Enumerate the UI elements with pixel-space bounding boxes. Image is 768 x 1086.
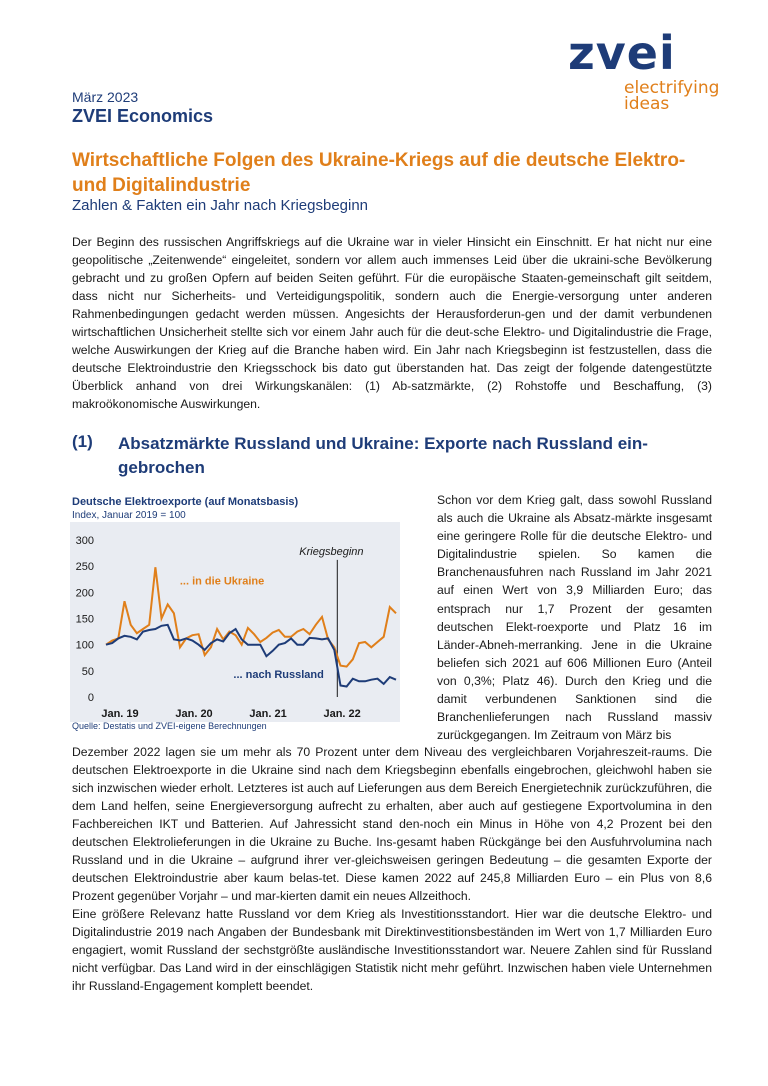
- y-tick-label: 50: [81, 665, 94, 678]
- chart-subtitle: Index, Januar 2019 = 100: [72, 510, 186, 521]
- body-text: [72, 743, 712, 995]
- body-paragraph-1: Dezember 2022 lagen sie um mehr als 70 Prozent unter dem Niveau des vergleichbaren Vorjahreszeit-raums. Die deutschen Elektroexporte in die Ukraine sind nach dem Kriegsbeginn ebenfalls eingebrochen, gleichwohl haben sie sich inzwischen wieder erholt. Letzteres ist auch auf Lieferungen aus dem Bereich Energietechnik zurückzuführen, die dem Land helfen, seine Energieversorgung aufrecht zu erhalten, aber auch auf gestiegene Exportvolumina in den Fachbereichen IKT und Batterien. Auf Jahressicht stand den-noch ein Minus in Höhe von 4,2 Prozent bei den deutschen Elektrolieferungen in die Ukraine zu Buche. Ins-gesamt haben Rückgänge bei den Ausfuhrvolumina nach Russland und in die Ukraine – aufgrund ihrer ver-gleichsweisen geringen Bedeutung – die gesamten Exporte der deutschen Elektroindustrie aber kaum belas-tet. Diese kamen 2022 auf 245,8 Milliarden Euro – ein Plus von 8,6 Prozent gegenüber Vorjahr – und mar-kierten damit ein neues Allzeithoch.: [72, 745, 712, 903]
- series-label-russia: ... nach Russland: [233, 669, 324, 682]
- intro-paragraph: Der Beginn des russischen Angriffskriegs auf die Ukraine war in vieler Hinsicht ein Einschnitt. Er hat nicht nur eine geopolitische „Zeitenwende“ eingeleitet, sondern vor allem auch immenses Leid über die ukraini-sche Bevölkerung gebracht und zu großen Opfern auf beiden Seiten geführt. Für die europäische Staaten-gemeinschaft gilt seitdem, dass nicht nur Sicherheits- und Verteidigungspolitik, sondern auch die Energie-versorgung unter anderen Rahmenbedingungen gedacht werden müssen. Angesichts der Herausforderun-gen und der damit verbundenen wirtschaftlichen Unsicherheit stellte sich vor einem Jahr auch für die deut-sche Elektro- und Digitalindustrie die Frage, welche Auswirkungen der Krieg auf die Branche haben wird. Ein Jahr nach Kriegsbeginn ist festzustellen, dass die deutsche Elektroindustrie den Kriegsschock bis dato gut überstanden hat. Das zeigt der folgende datengestützte Überblick anhand von drei Wirkungskanälen: (1) Ab-satzmärkte, (2) Rohstoffe und Beschaffung, (3) makroökonomische Auswirkungen.: [72, 235, 712, 411]
- y-tick-label: 100: [75, 639, 94, 652]
- exports-line-chart: [70, 522, 400, 722]
- section-title: Absatzmärkte Russland und Ukraine: Exporte nach Russland ein-gebrochen: [118, 434, 648, 477]
- logo-tagline-2: ideas: [624, 94, 670, 114]
- y-tick-label: 0: [87, 692, 94, 704]
- x-tick-label: Jan. 22: [323, 708, 361, 720]
- zvei-logo: [566, 26, 726, 114]
- x-tick-label: Jan. 21: [249, 708, 287, 720]
- body-paragraph-2: Eine größere Relevanz hatte Russland vor dem Krieg als Investitionsstandort. Hier war die deutsche Elektro- und Digitalindustrie 2019 nach Angaben der Bundesbank mit Direktinvestitionsbeständen im Wert von 1,7 Milliarden Euro engagiert, womit Russland der sechstgrößte ausländische Investitionsstandort war. Neuere Zahlen sind für Russland nicht verfügbar. Das Land wird in der einschlägigen Statistik nicht mehr geführt. Inzwischen haben viele Unternehmen ihr Russland-Engagement komplett beendet.: [72, 907, 712, 993]
- y-tick-label: 200: [75, 587, 94, 600]
- chart-source: Quelle: Destatis und ZVEI-eigene Berechnungen: [72, 721, 267, 731]
- logo-wordmark: zvei: [568, 26, 676, 80]
- publication-date: März 2023: [72, 89, 139, 105]
- y-tick-label: 300: [75, 535, 94, 547]
- document-subtitle: Zahlen & Fakten ein Jahr nach Kriegsbeginn: [72, 197, 369, 214]
- section-number: (1): [72, 432, 93, 451]
- war-start-label: Kriegsbeginn: [299, 545, 364, 558]
- document-title: Wirtschaftliche Folgen des Ukraine-Kriegs auf die deutsche Elektro- und Digitalindustrie: [72, 150, 686, 196]
- x-tick-label: Jan. 19: [101, 708, 139, 720]
- x-tick-label: Jan. 20: [175, 708, 213, 720]
- series-title: ZVEI Economics: [72, 106, 214, 126]
- chart-title: Deutsche Elektroexporte (auf Monatsbasis): [72, 496, 299, 508]
- side-paragraph: Schon vor dem Krieg galt, dass sowohl Russland als auch die Ukraine als Absatz-märkte insgesamt eine geringere Rolle für die deutsche Elektro- und Digitalindustrie spielen. So kamen die Branchenausfuhren nach Russland im Jahr 2021 auf einen Wert von 3,9 Milliarden Euro; das entsprach nur 1,7 Prozent der gesamten deutschen Elekt-roexporte und Platz 16 im Länder-Abneh-merranking. Jene in die Ukraine beliefen sich 2021 auf 606 Millionen Euro (Anteil von 0,3%; Platz 46). Durch den Krieg und die damit verbundenen Sanktionen sind die Branchenlieferungen nach Russland massiv zurückgegangen. Im Zeitraum von März bis: [437, 493, 712, 743]
- series-label-ukraine: ... in die Ukraine: [179, 575, 265, 588]
- logo-tagline-1: electrifying: [624, 78, 720, 98]
- y-tick-label: 250: [75, 561, 94, 574]
- y-tick-label: 150: [75, 613, 94, 626]
